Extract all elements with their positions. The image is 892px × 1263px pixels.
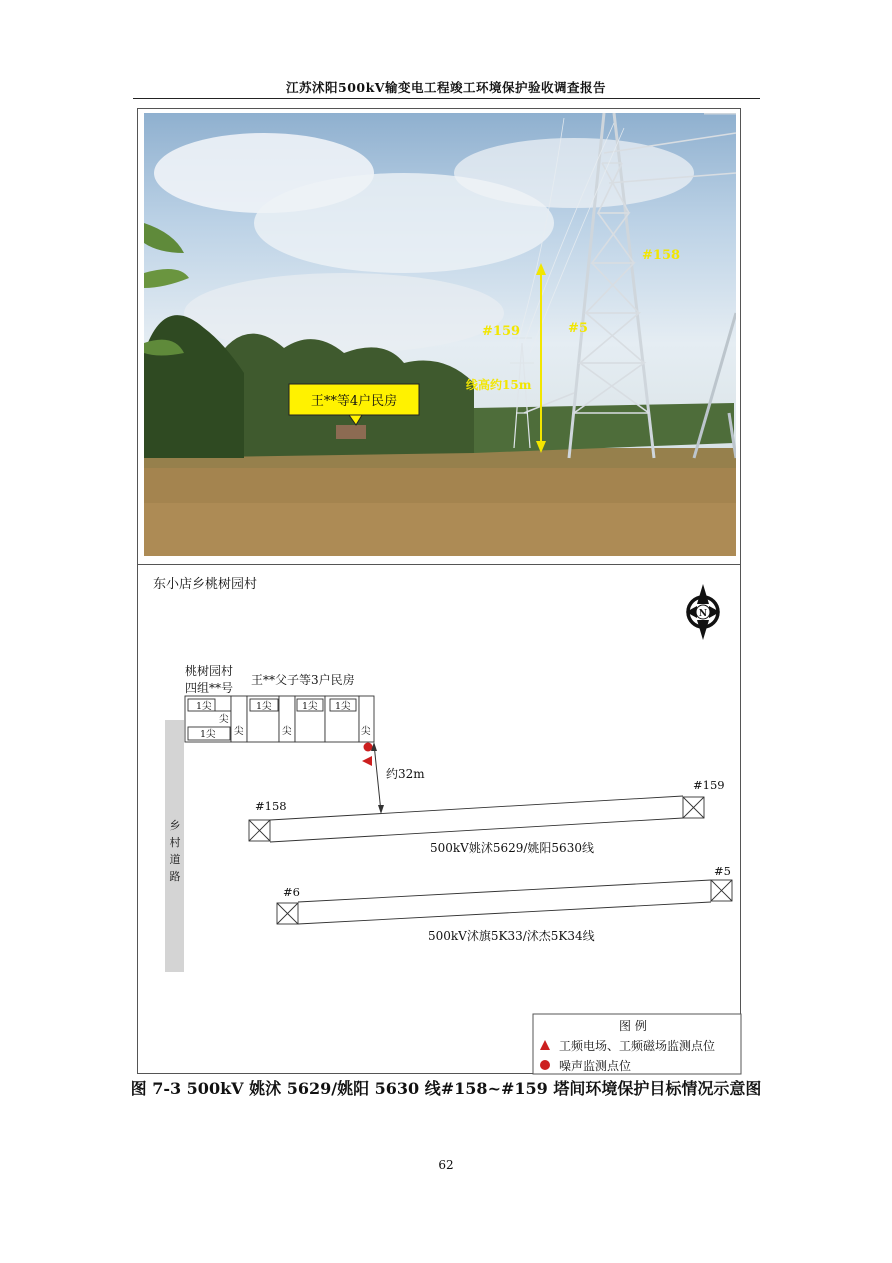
compass-letter: N [698,609,708,619]
field-monitoring-point [362,756,372,766]
noise-monitoring-point [364,743,373,752]
tower-158-label: #158 [255,799,287,813]
page-number: 62 [438,1158,454,1172]
room-label: 1尖 [200,729,216,740]
photo-callout-label: 王**等4户民房 [310,394,398,409]
distance-arrow [371,742,384,814]
tower-159-label: #159 [693,778,725,792]
photo-tower-label-158: #158 [642,248,681,263]
shed-label: 尖 [282,726,292,737]
legend-item-field: 工频电场、工频磁场监测点位 [559,1039,716,1053]
legend-item-noise: 噪声监测点位 [559,1059,632,1073]
photo-height-label: 线高约15m [466,378,532,392]
transmission-line-2 [277,880,732,924]
figure-caption: 图 7-3 500kV 姚沭 5629/姚阳 5630 线#158~#159 塔间环境保护目标情况示意图 [130,1079,762,1098]
legend-title: 图 例 [619,1019,647,1033]
tower-5-label: #5 [714,864,731,878]
room-label: 1尖 [256,701,272,712]
room-label: 1尖 [335,701,351,712]
photo-tower-label-5: #5 [568,321,588,336]
compass-north-icon [686,584,720,640]
shed-label: 尖 [234,726,244,737]
legend [533,1014,741,1074]
line1-label: 500kV姚沭5629/姚阳5630线 [430,841,594,855]
room-label: 1尖 [302,701,318,712]
distance-label: 约32m [386,767,425,781]
group-label-line2: 四组**号 [185,681,234,695]
village-title: 东小店乡桃树园村 [153,577,258,592]
road-label-char: 路 [169,870,181,883]
line2-label: 500kV沭旗5K33/沭杰5K34线 [428,929,595,943]
photo-tower-label-159: #159 [482,324,521,339]
tower-6-label: #6 [283,885,300,899]
shed-label: 尖 [361,726,371,737]
residence-label: 王**父子等3户民房 [251,673,355,687]
road-label-char: 道 [169,853,181,866]
road-label-char: 村 [169,836,181,849]
report-header-title: 江苏沭阳500kV输变电工程竣工环境保护验收调查报告 [286,80,606,95]
legend-circle-icon [540,1060,550,1070]
road-label-char: 乡 [169,819,181,832]
group-label-line1: 桃树园村 [185,664,234,678]
shed-label: 尖 [219,714,229,725]
room-label: 1尖 [196,701,212,712]
transmission-line-1 [249,796,704,842]
